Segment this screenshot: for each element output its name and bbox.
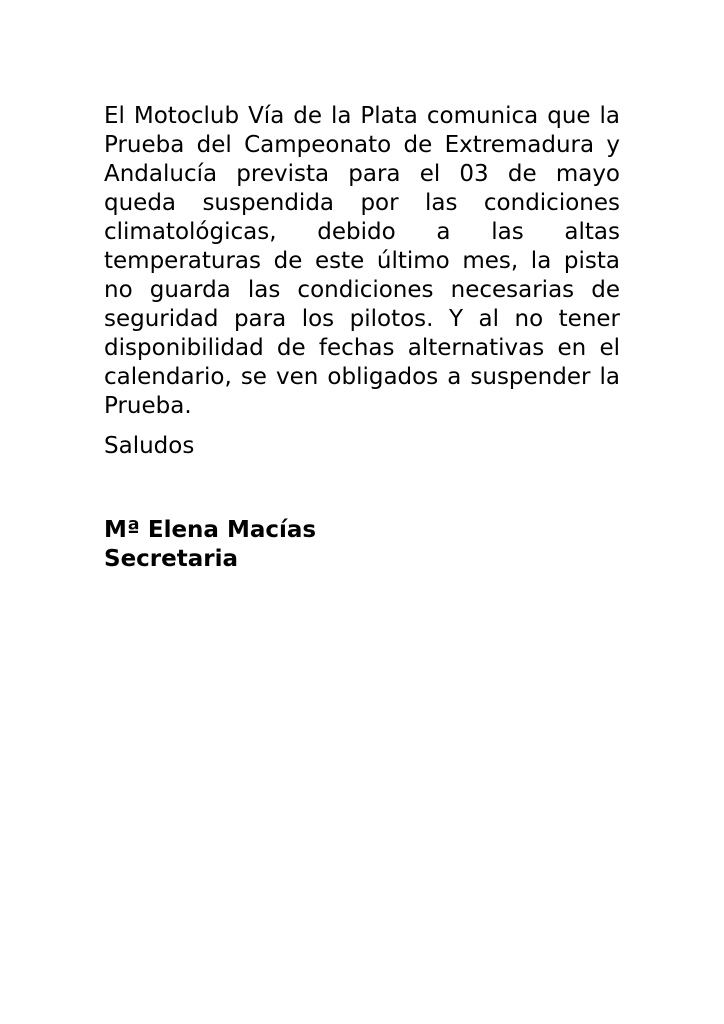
signer-name: Mª Elena Macías: [104, 517, 317, 543]
letter-greeting: Saludos: [104, 433, 195, 459]
signature-block: [104, 516, 620, 574]
letter-content: [104, 102, 620, 574]
letter-body: El Motoclub Vía de la Plata comunica que la Prueba del Campeonato de Extremadura y Andalucía prevista para el 03 de mayo queda suspendida por las condiciones climatológicas, debido a las altas temperaturas de este último mes, la pista no guarda las condiciones necesarias de seguridad para los pilotos. Y al no tener disponibilidad de fechas alternativas en el calendario, se ven obligados a suspender la Prueba.: [104, 103, 620, 419]
signer-title: Secretaria: [104, 546, 239, 572]
